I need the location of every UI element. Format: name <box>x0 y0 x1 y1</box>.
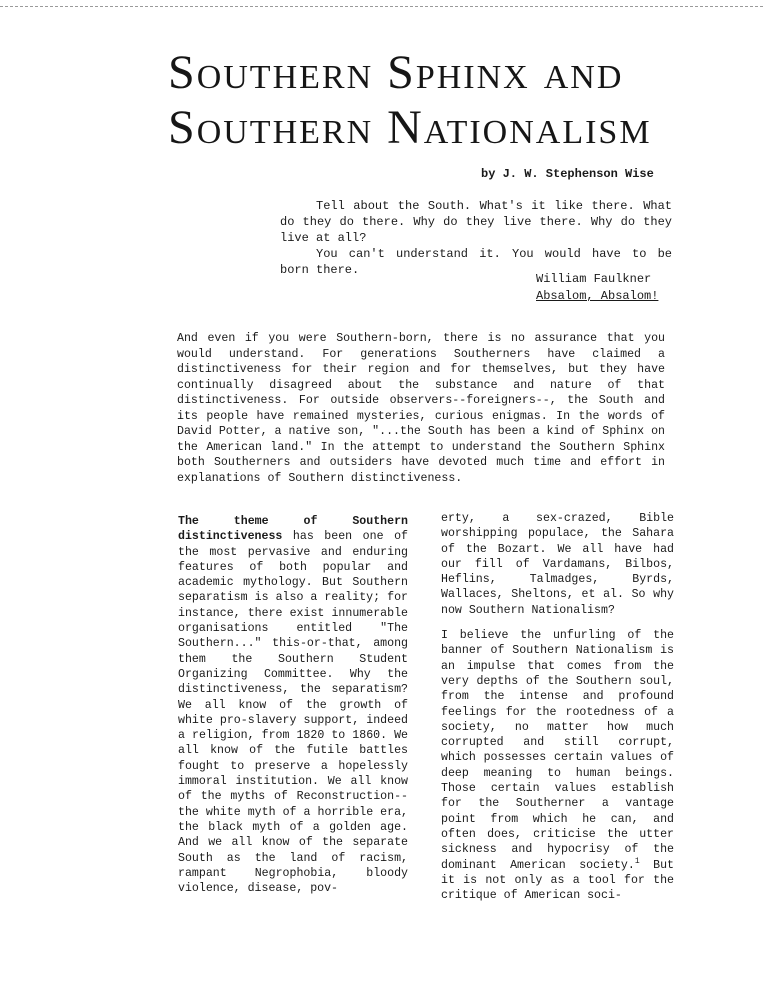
right-column-paragraph-1: erty, a sex-crazed, Bible worshipping populace, the Sahara of the Bozart. We all have had our fill of Vardamans, Bilbos, Heflins, Talmadges, Byrds, Wallaces, Sheltons, et al. So why now Southern Nationalism? <box>441 512 674 617</box>
epigraph <box>280 198 672 278</box>
epigraph-attribution <box>536 271 658 305</box>
footnote-marker: 1 <box>634 856 640 866</box>
left-column-paragraph <box>178 514 408 896</box>
byline: by J. W. Stephenson Wise <box>481 167 654 181</box>
right-column-paragraph-2 <box>441 628 674 903</box>
epigraph-paragraph-1: Tell about the South. What's it like there. What do they do there. Why do they live there. Why do they live at all? <box>280 199 672 245</box>
epigraph-work-title: Absalom, Absalom! <box>536 289 659 303</box>
left-column-text: has been one of the most pervasive and enduring features of both popular and academic mythology. But Southern separatism is also a reality; for instance, there exist innumerable organisations entitled "The Southern..." this-or-that, among them the Southern Student Organizing Committee. Why the distinctiveness, the separatism? We all know of the growth of white pro-slavery support, indeed a religion, from 1820 to 1860. We all know of the futile battles fought to preserve a hopelessly immoral institution. We all know of the myths of Reconstruction--the white myth of a horrible era, the black myth of a golden age. And we all know of the separate South as the land of racism, rampant Negrophobia, bloody violence, disease, pov- <box>178 530 408 896</box>
article-title-line-1: Southern Sphinx and <box>168 46 624 99</box>
epigraph-author: William Faulkner <box>536 272 652 286</box>
right-column-paragraph-2-text: I believe the unfurling of the banner of Southern Nationalism is an impulse that comes from the very depths of the Southern soul, from the intense and profound feelings for the rootedness of a society, no matter how much corrupted and still corrupt, which possesses certain values of deep meaning to human beings. Those certain values establish for the Southerner a vantage point from which he can, and often does, criticise the utter sickness and hypocrisy of the dominant American society. <box>441 629 674 872</box>
left-column-lead: The theme of Southern distinctiveness <box>178 515 408 544</box>
right-column <box>441 511 674 913</box>
right-column-paragraph-2-end: But it is not only as a tool for the critique of American soci- <box>441 858 674 903</box>
left-column <box>178 514 408 906</box>
intro-paragraph: And even if you were Southern-born, there is no assurance that you would understand. For generations Southerners have claimed a distinctiveness for their region and for themselves, but they have continually disagreed about the substance and nature of that distinctiveness. For outside observers--foreigners--, the South and its people have remained mysteries, curious enigmas. In the words of David Potter, a native son, "...the South has been a kind of Sphinx on the American land." In the attempt to understand the Southern Sphinx both Southerners and outsiders have devoted much time and effort in explanations of Southern distinctiveness. <box>177 332 665 485</box>
top-dashed-rule <box>0 6 763 7</box>
article-title-line-2: Southern Nationalism <box>168 101 652 154</box>
epigraph-paragraph-2: You can't understand it. You would have to be born there. <box>280 247 672 277</box>
